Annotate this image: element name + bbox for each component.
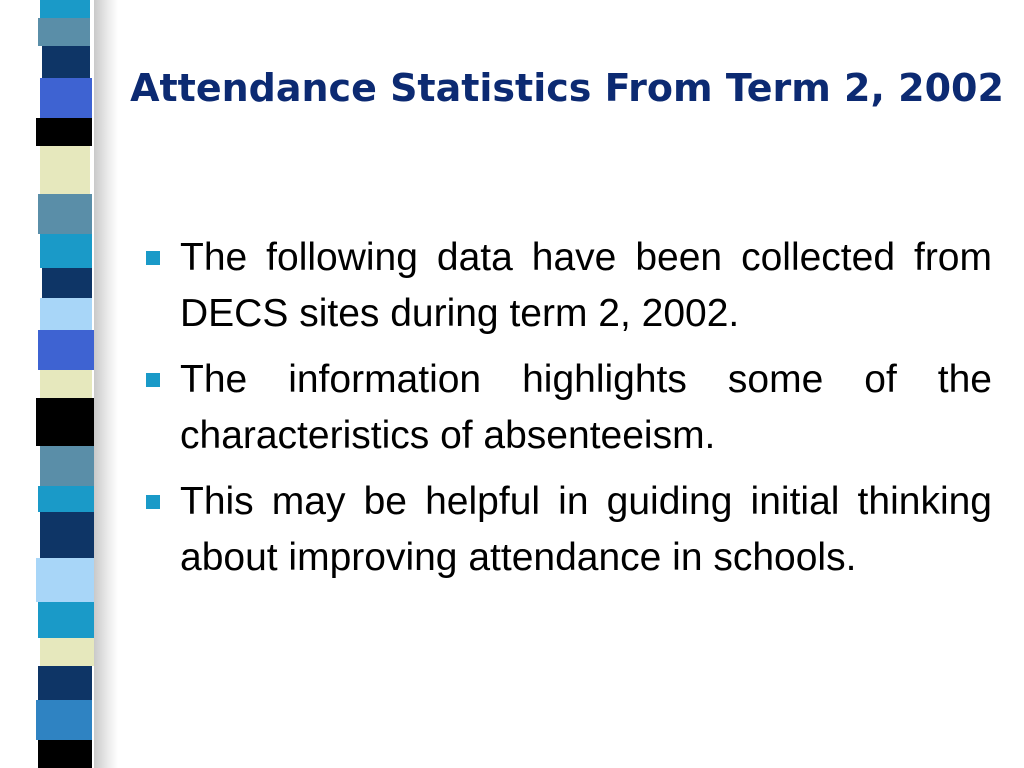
bullet-list (146, 230, 992, 596)
strip-block (40, 512, 94, 558)
strip-block (38, 486, 94, 512)
square-bullet-icon (146, 495, 160, 509)
strip-block (40, 146, 90, 194)
strip-block (40, 638, 94, 666)
strip-block (38, 602, 94, 638)
strip-block (38, 666, 92, 700)
strip-block (40, 234, 92, 268)
strip-block (36, 398, 94, 446)
strip-block (42, 46, 90, 78)
strip-block (40, 446, 94, 486)
strip-block (38, 194, 92, 234)
square-bullet-icon (146, 251, 160, 265)
slide-title: Attendance Statistics From Term 2, 2002 (130, 66, 1004, 110)
square-bullet-icon (146, 373, 160, 387)
strip-block (36, 118, 92, 146)
bullet-text: This may be helpful in guiding initial thinking about improving attendance in schools. (180, 480, 992, 579)
strip-block (38, 740, 92, 768)
strip-block (40, 298, 92, 330)
strip-block (42, 268, 92, 298)
strip-block (40, 370, 92, 398)
strip-block (38, 18, 90, 46)
strip-block (40, 0, 90, 18)
bullet-item (146, 474, 992, 586)
strip-block (36, 558, 94, 602)
strip-block (36, 700, 92, 740)
decorative-strip (0, 0, 120, 768)
strip-block (38, 330, 94, 370)
bullet-item (146, 230, 992, 342)
strip-block (40, 78, 92, 118)
bullet-text: The information highlights some of the characteristics of absenteeism. (180, 358, 992, 457)
bullet-item (146, 352, 992, 464)
bullet-text: The following data have been collected from DECS sites during term 2, 2002. (180, 236, 992, 335)
